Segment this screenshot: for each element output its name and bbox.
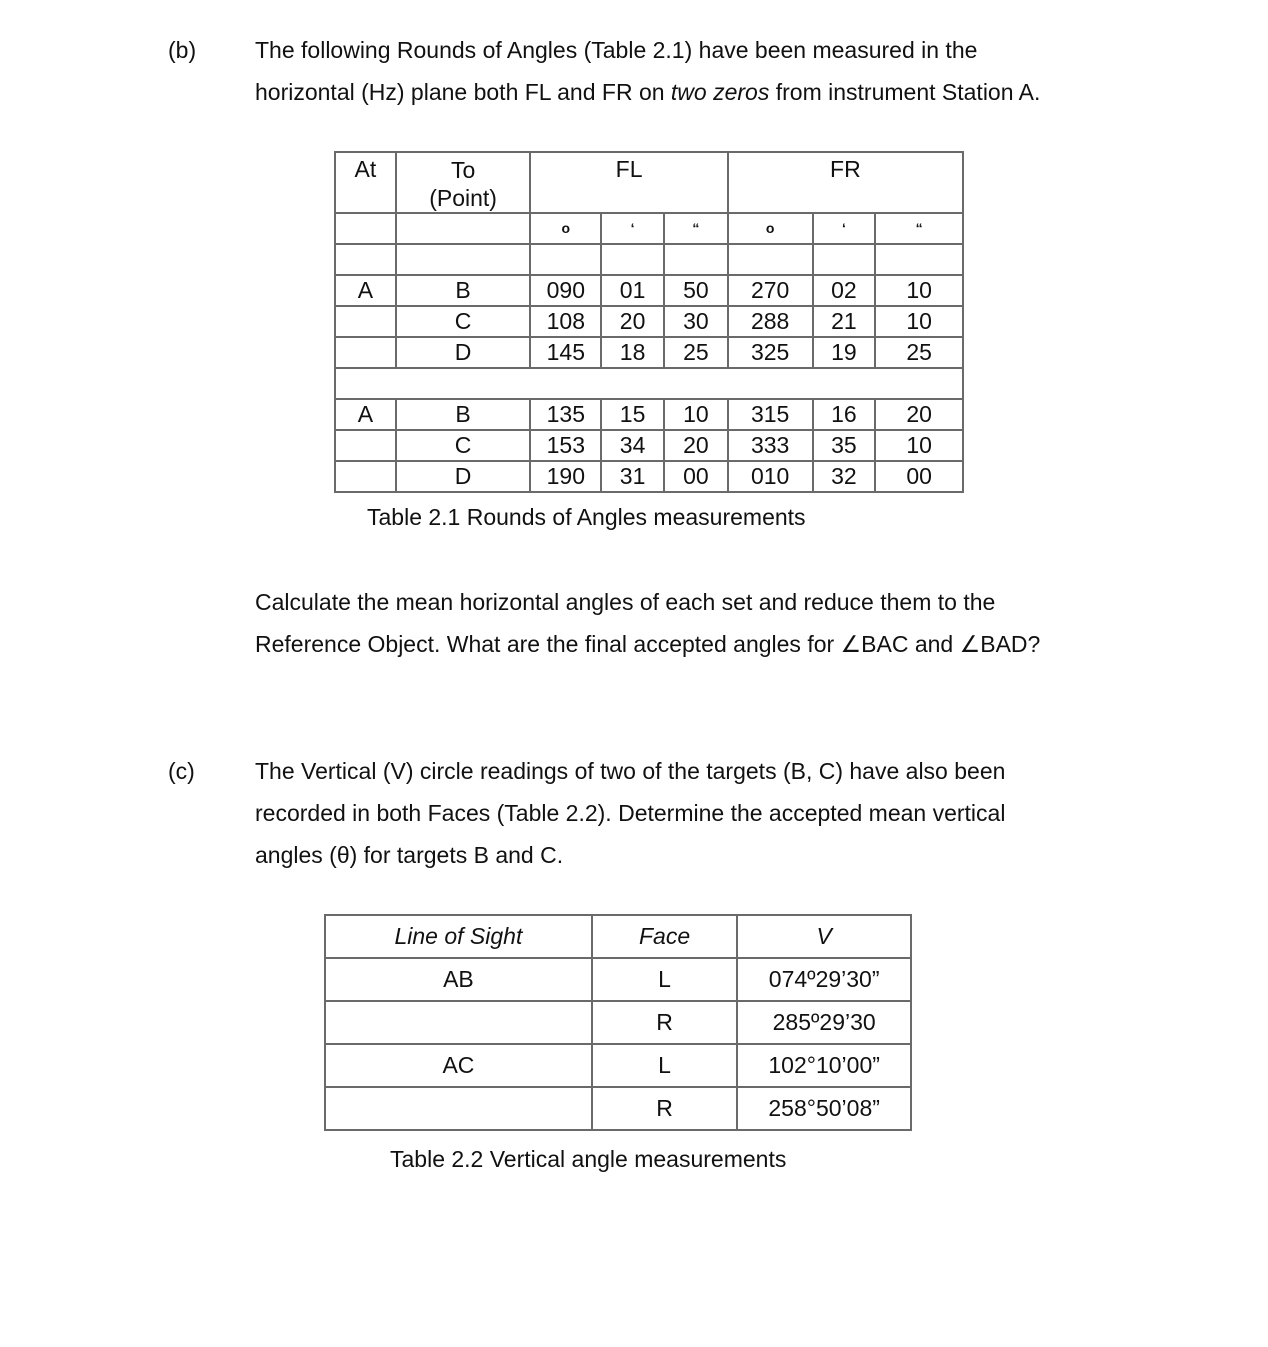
at-cell	[335, 337, 396, 368]
unit-degrees: o	[530, 213, 601, 244]
intro-text-end: from instrument Station A.	[769, 79, 1041, 105]
table-2-1-caption: Table 2.1 Rounds of Angles measurements	[367, 504, 806, 530]
fl-min: 31	[601, 461, 664, 492]
part-b-question	[255, 581, 1040, 665]
table-row	[335, 306, 963, 337]
unit-degrees: o	[728, 213, 813, 244]
table-row	[335, 430, 963, 461]
spacer-row	[335, 244, 963, 275]
header-to	[396, 152, 531, 213]
table-row	[325, 958, 911, 1001]
fl-sec: 30	[664, 306, 728, 337]
at-cell: A	[335, 275, 396, 306]
units-row	[335, 213, 963, 244]
header-to-line2: (Point)	[429, 185, 497, 211]
at-cell	[335, 461, 396, 492]
fr-sec: 20	[875, 399, 963, 430]
unit-seconds: “	[664, 213, 728, 244]
fr-deg: 270	[728, 275, 813, 306]
fl-sec: 20	[664, 430, 728, 461]
question-line-2: Reference Object. What are the final accepted angles for ∠BAC and ∠BAD?	[255, 631, 1041, 657]
v-cell: 074º29’30”	[737, 958, 911, 1001]
question-line-1: Calculate the mean horizontal angles of each set and reduce them to the	[255, 589, 996, 615]
at-cell	[335, 306, 396, 337]
fl-sec: 25	[664, 337, 728, 368]
part-b-intro	[255, 29, 1040, 113]
table-2-2-vertical-angles	[324, 914, 912, 1131]
v-cell: 102°10’00”	[737, 1044, 911, 1087]
fl-sec: 10	[664, 399, 728, 430]
table-2-2-caption: Table 2.2 Vertical angle measurements	[390, 1146, 787, 1172]
intro-line-2	[255, 71, 1040, 113]
header-fl: FL	[530, 152, 727, 213]
header-line-of-sight: Line of Sight	[325, 915, 592, 958]
header-fr: FR	[728, 152, 963, 213]
to-cell: D	[396, 337, 531, 368]
header-at: At	[335, 152, 396, 213]
face-cell: R	[592, 1087, 737, 1130]
part-c-text	[255, 750, 1005, 876]
fl-min: 18	[601, 337, 664, 368]
at-cell	[335, 430, 396, 461]
fr-sec: 10	[875, 275, 963, 306]
intro-emphasis: two zeros	[670, 79, 770, 105]
fl-deg: 190	[530, 461, 601, 492]
part-b-label: (b)	[168, 37, 197, 63]
fl-deg: 090	[530, 275, 601, 306]
at-cell: A	[335, 399, 396, 430]
fl-min: 20	[601, 306, 664, 337]
fl-deg: 135	[530, 399, 601, 430]
fl-deg: 145	[530, 337, 601, 368]
to-cell: B	[396, 275, 531, 306]
fr-deg: 288	[728, 306, 813, 337]
unit-seconds: “	[875, 213, 963, 244]
table-row	[325, 1087, 911, 1130]
fr-deg: 315	[728, 399, 813, 430]
fl-min: 01	[601, 275, 664, 306]
fr-sec: 10	[875, 430, 963, 461]
part-c-line-1: The Vertical (V) circle readings of two of the targets (B, C) have also been	[255, 758, 1006, 784]
empty-cell	[335, 213, 396, 244]
header-face: Face	[592, 915, 737, 958]
header-v: V	[737, 915, 911, 958]
fl-deg: 108	[530, 306, 601, 337]
fl-min: 15	[601, 399, 664, 430]
fr-min: 21	[813, 306, 876, 337]
fr-sec: 10	[875, 306, 963, 337]
to-cell: B	[396, 399, 531, 430]
line-of-sight-cell: AB	[325, 958, 592, 1001]
unit-minutes: ‘	[601, 213, 664, 244]
to-cell: C	[396, 306, 531, 337]
part-c-label: (c)	[168, 758, 195, 784]
table-row	[335, 399, 963, 430]
fr-min: 02	[813, 275, 876, 306]
unit-minutes: ‘	[813, 213, 876, 244]
to-cell: D	[396, 461, 531, 492]
set-separator-row	[335, 368, 963, 399]
table-row	[335, 275, 963, 306]
table-row	[325, 1044, 911, 1087]
fr-min: 16	[813, 399, 876, 430]
fr-sec: 00	[875, 461, 963, 492]
fl-sec: 50	[664, 275, 728, 306]
line-of-sight-cell	[325, 1001, 592, 1044]
fl-deg: 153	[530, 430, 601, 461]
table-row	[335, 337, 963, 368]
header-to-line1: To	[450, 157, 476, 183]
v-cell: 285º29’30	[737, 1001, 911, 1044]
fl-min: 34	[601, 430, 664, 461]
face-cell: L	[592, 1044, 737, 1087]
fr-min: 35	[813, 430, 876, 461]
to-cell: C	[396, 430, 531, 461]
intro-text: horizontal (Hz) plane both FL and FR on	[255, 79, 671, 105]
face-cell: L	[592, 958, 737, 1001]
intro-line-1: The following Rounds of Angles (Table 2.1) have been measured in the	[255, 37, 978, 63]
fl-sec: 00	[664, 461, 728, 492]
fr-min: 19	[813, 337, 876, 368]
v-cell: 258°50’08”	[737, 1087, 911, 1130]
line-of-sight-cell	[325, 1087, 592, 1130]
fr-deg: 333	[728, 430, 813, 461]
table-row	[325, 1001, 911, 1044]
fr-min: 32	[813, 461, 876, 492]
table-2-1-rounds-of-angles	[334, 151, 964, 493]
fr-sec: 25	[875, 337, 963, 368]
part-c-line-2: recorded in both Faces (Table 2.2). Determine the accepted mean vertical	[255, 800, 1006, 826]
table-row	[335, 461, 963, 492]
part-c-line-3: angles (θ) for targets B and C.	[255, 842, 564, 868]
fr-deg: 325	[728, 337, 813, 368]
table-header-row	[325, 915, 911, 958]
fr-deg: 010	[728, 461, 813, 492]
line-of-sight-cell: AC	[325, 1044, 592, 1087]
empty-cell	[396, 213, 531, 244]
face-cell: R	[592, 1001, 737, 1044]
